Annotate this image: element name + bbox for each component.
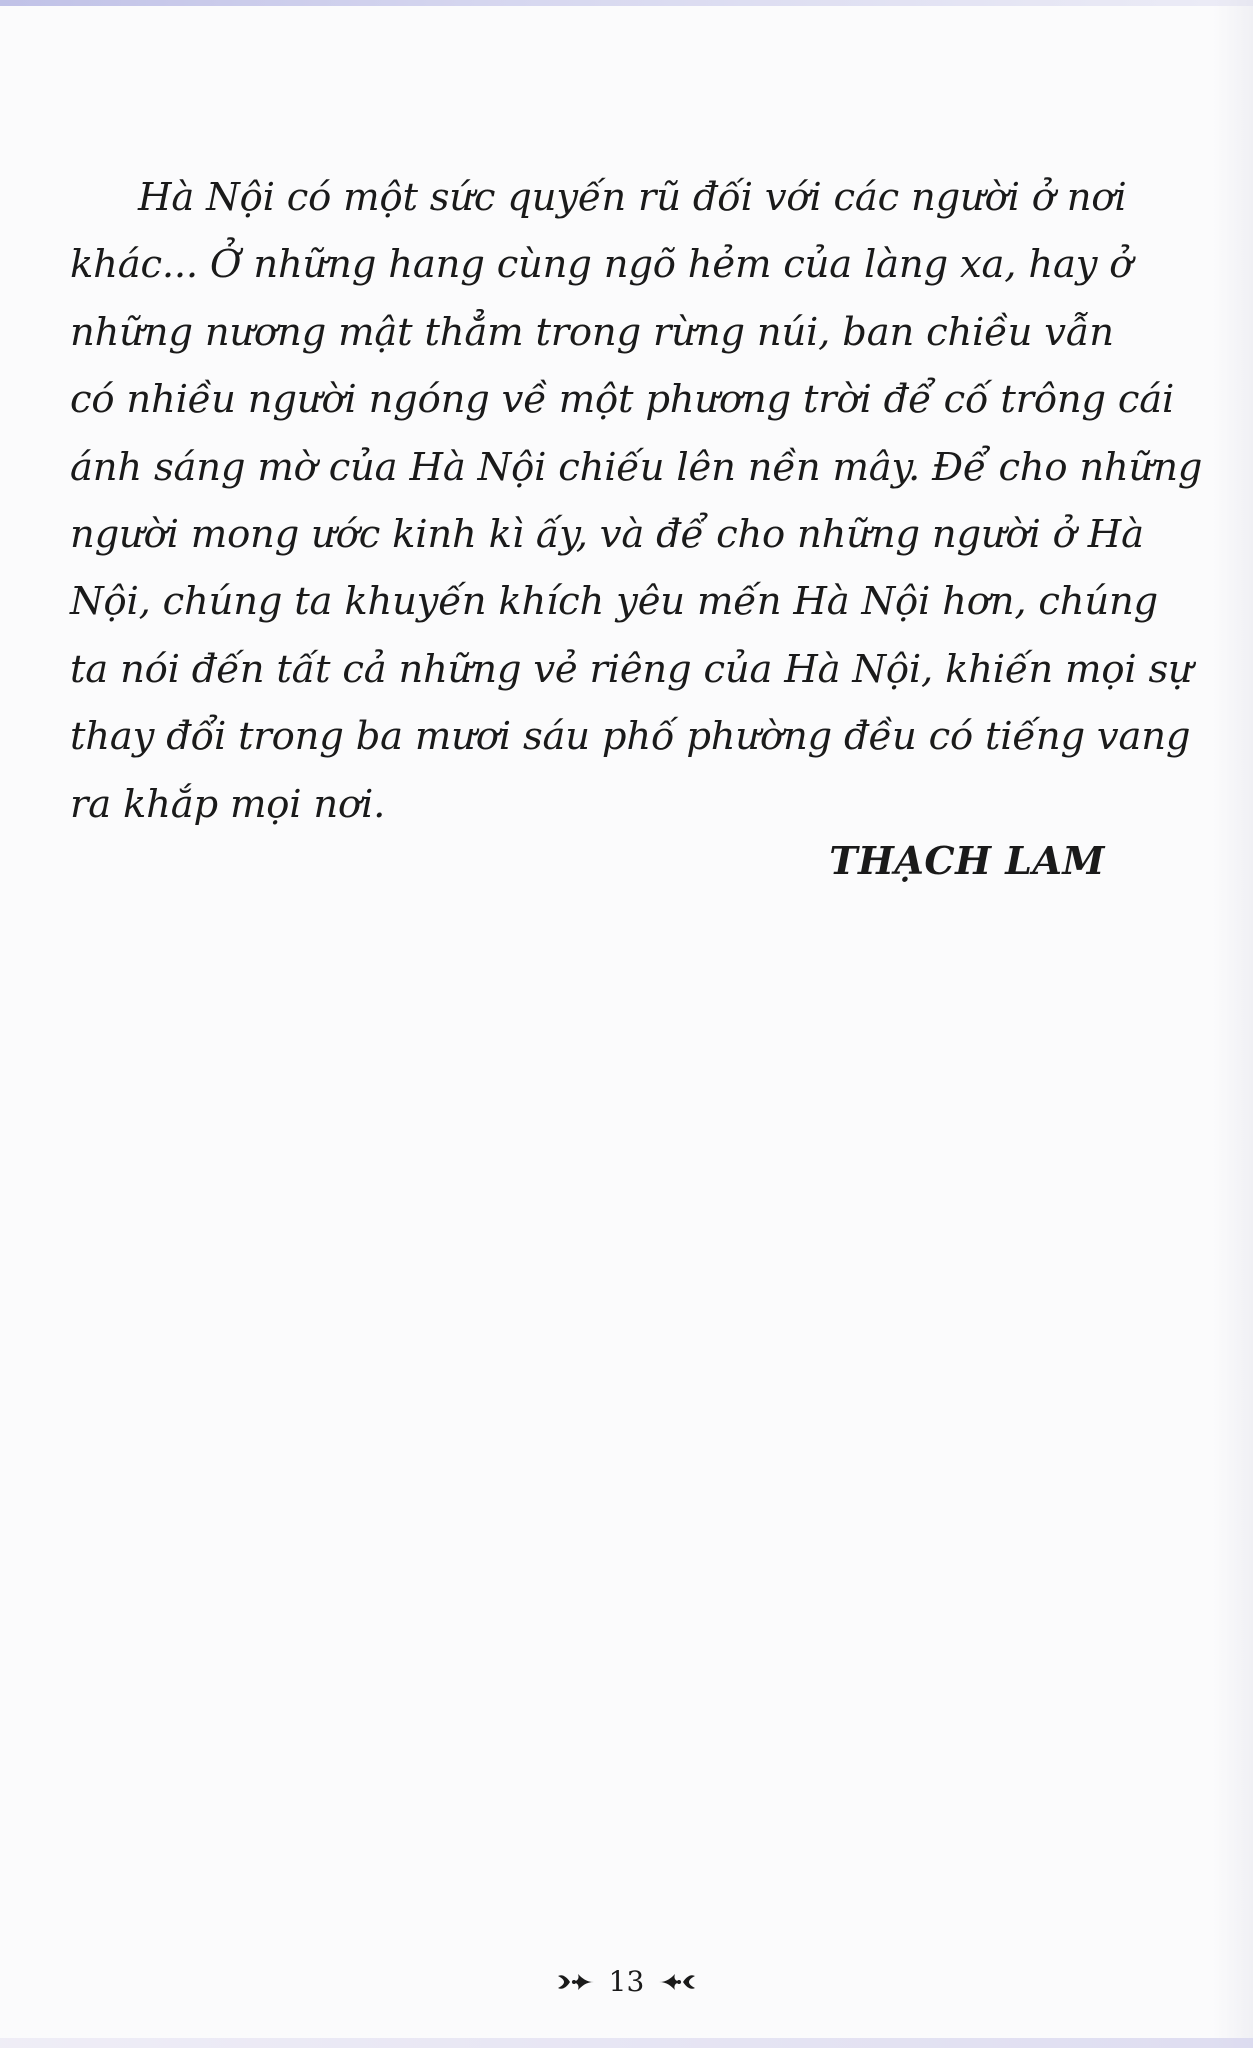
- passage-line-3: những nương mật thẳm trong rừng núi, ban chiều vẫn: [70, 309, 1114, 355]
- passage-line-4: có nhiều người ngóng về một phương trời để cố trông cái: [70, 377, 1175, 423]
- passage-line-7: Nội, chúng ta khuyến khích yêu mến Hà Nội hơn, chúng: [70, 579, 1158, 625]
- passage-line-6: người mong ước kinh kì ấy, và để cho những người ở Hà: [70, 511, 1144, 557]
- passage-line-10: ra khắp mọi nơi.: [70, 781, 386, 827]
- scan-right-shadow: [1213, 0, 1253, 2048]
- passage-line-8: ta nói đến tất cả những vẻ riêng của Hà Nội, khiến mọi sự: [70, 646, 1193, 692]
- passage-line-9: thay đổi trong ba mươi sáu phố phường đều có tiếng vang: [70, 714, 1191, 760]
- page-number: 13: [608, 1964, 645, 1998]
- scan-bottom-edge: [0, 2038, 1253, 2048]
- scan-top-edge: [0, 0, 1253, 6]
- passage-line-5: ánh sáng mờ của Hà Nội chiếu lên nền mây. Để cho những: [70, 444, 1203, 490]
- quote-passage: [70, 164, 1203, 838]
- page-footer: [0, 1963, 1253, 1999]
- passage-line-2: khác... Ở những hang cùng ngõ hẻm của làng xa, hay ở: [70, 242, 1133, 288]
- floral-ornament-left-icon: [556, 1968, 596, 1996]
- floral-ornament-right-icon: [657, 1968, 697, 1996]
- passage-line-1: Hà Nội có một sức quyến rũ đối với các người ở nơi: [138, 175, 1127, 220]
- author-attribution: THẠCH LAM: [829, 838, 1105, 883]
